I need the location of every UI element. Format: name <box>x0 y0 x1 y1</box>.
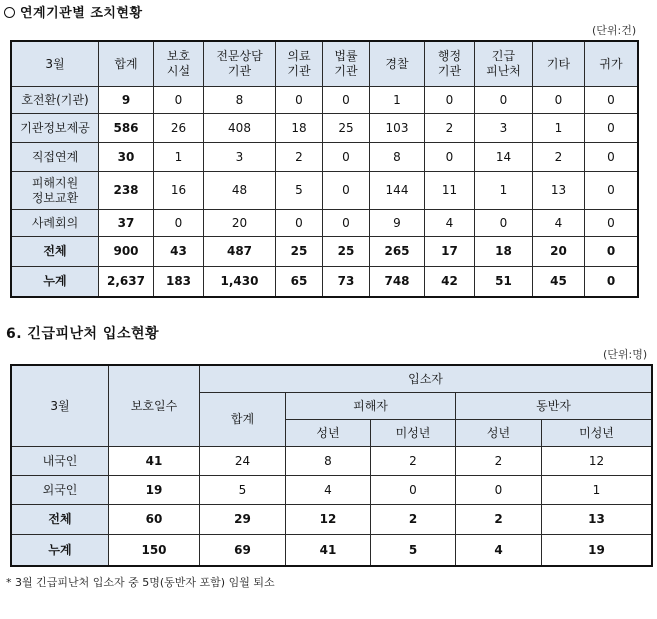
table1-cell: 17 <box>425 237 475 267</box>
section1-title <box>4 2 143 21</box>
table1-cell: 265 <box>370 237 425 267</box>
row-label: 피해지원 정보교환 <box>12 172 99 210</box>
table2-header-cell: 합계 <box>200 393 286 447</box>
section2-title: 6. 긴급피난처 입소현황 <box>6 326 160 342</box>
table1-cell: 0 <box>585 114 638 143</box>
shelter-admission-table <box>11 365 652 566</box>
section1-title-text: 연계기관별 조치현황 <box>20 6 143 21</box>
table1-cell: 73 <box>323 267 370 297</box>
table1-cell: 0 <box>585 172 638 210</box>
table2-header-cell: 보호일수 <box>109 366 200 447</box>
table2-header-cell: 미성년 <box>542 420 652 447</box>
table2-cell: 0 <box>456 476 542 505</box>
table1-cell: 0 <box>475 210 533 237</box>
row-label: 내국인 <box>12 447 109 476</box>
table1-cell: 238 <box>99 172 154 210</box>
table1-cell: 48 <box>204 172 276 210</box>
table2-cell: 2 <box>371 447 456 476</box>
table1-cell: 18 <box>276 114 323 143</box>
table2-header-cell: 동반자 <box>456 393 652 420</box>
row-label: 사례회의 <box>12 210 99 237</box>
table1-cell: 11 <box>425 172 475 210</box>
table1-row <box>12 143 638 172</box>
table1-row <box>12 87 638 114</box>
row-label: 외국인 <box>12 476 109 505</box>
agency-action-table <box>11 41 638 297</box>
table2-cell: 13 <box>542 505 652 535</box>
table2-cell: 19 <box>109 476 200 505</box>
table1-cell: 20 <box>533 237 585 267</box>
table1-cell: 37 <box>99 210 154 237</box>
table2-row <box>12 476 652 505</box>
table1-cell: 144 <box>370 172 425 210</box>
table1-cell: 0 <box>585 143 638 172</box>
table1-cell: 25 <box>323 114 370 143</box>
table2-cell: 1 <box>542 476 652 505</box>
table1-header-cell: 귀가 <box>585 42 638 87</box>
table1-cell: 43 <box>154 237 204 267</box>
row-label: 전체 <box>12 505 109 535</box>
table1-cell: 26 <box>154 114 204 143</box>
table1-cell: 25 <box>323 237 370 267</box>
table1-header-cell: 전문상담 기관 <box>204 42 276 87</box>
table1-cell: 65 <box>276 267 323 297</box>
table1-cell: 8 <box>370 143 425 172</box>
table2-cell: 4 <box>286 476 371 505</box>
table1-cell: 0 <box>154 210 204 237</box>
table1-cell: 586 <box>99 114 154 143</box>
table1-header-cell: 기타 <box>533 42 585 87</box>
table1-cell: 2 <box>425 114 475 143</box>
table1-header-cell: 보호 시설 <box>154 42 204 87</box>
table1-row <box>12 172 638 210</box>
section1-unit: (단위:건) <box>592 24 637 37</box>
table1-cell: 18 <box>475 237 533 267</box>
table1-cell: 2 <box>276 143 323 172</box>
table1-cumulative-row <box>12 267 638 297</box>
table1-cell: 0 <box>585 210 638 237</box>
table1-cell: 9 <box>370 210 425 237</box>
table2-header-cell: 성년 <box>286 420 371 447</box>
table2-cell: 4 <box>456 535 542 566</box>
table1-cell: 0 <box>323 87 370 114</box>
table1-cell: 9 <box>99 87 154 114</box>
table1-cell: 3 <box>475 114 533 143</box>
table2-header-cell: 피해자 <box>286 393 456 420</box>
table1-cell: 487 <box>204 237 276 267</box>
table2-total-row <box>12 505 652 535</box>
table1-row <box>12 210 638 237</box>
row-label: 전체 <box>12 237 99 267</box>
table1-cell: 5 <box>276 172 323 210</box>
table1-total-row <box>12 237 638 267</box>
table1-header-cell: 행정 기관 <box>425 42 475 87</box>
table1-header-cell: 긴급 피난처 <box>475 42 533 87</box>
table1-cell: 51 <box>475 267 533 297</box>
table1-cell: 0 <box>425 143 475 172</box>
circle-bullet-icon <box>4 7 15 18</box>
table1-header-cell: 합계 <box>99 42 154 87</box>
table1-cell: 0 <box>533 87 585 114</box>
table2-cell: 150 <box>109 535 200 566</box>
table1-header-cell: 법률 기관 <box>323 42 370 87</box>
table1-header-row <box>12 42 638 87</box>
table1-cell: 900 <box>99 237 154 267</box>
table1-cell: 14 <box>475 143 533 172</box>
table2-cell: 41 <box>109 447 200 476</box>
table1-cell: 2 <box>533 143 585 172</box>
table2-cell: 69 <box>200 535 286 566</box>
table2-cell: 12 <box>542 447 652 476</box>
table2-cell: 19 <box>542 535 652 566</box>
table1-cell: 3 <box>204 143 276 172</box>
table1-cell: 25 <box>276 237 323 267</box>
table1-cell: 0 <box>154 87 204 114</box>
table2-cumulative-row <box>12 535 652 566</box>
table1-cell: 0 <box>276 87 323 114</box>
table1-header-cell: 3월 <box>12 42 99 87</box>
table1-header-cell: 경찰 <box>370 42 425 87</box>
table1-cell: 0 <box>323 172 370 210</box>
table2-header-row <box>12 366 652 393</box>
table1-cell: 1,430 <box>204 267 276 297</box>
table1-cell: 45 <box>533 267 585 297</box>
table1-cell: 0 <box>585 87 638 114</box>
section2-unit: (단위:명) <box>603 348 648 361</box>
table1-cell: 748 <box>370 267 425 297</box>
table2-cell: 12 <box>286 505 371 535</box>
table1-cell: 0 <box>276 210 323 237</box>
row-label: 누계 <box>12 267 99 297</box>
table1-cell: 2,637 <box>99 267 154 297</box>
table1-cell: 0 <box>585 237 638 267</box>
footnote: * 3월 긴급피난처 입소자 중 5명(동반자 포함) 임월 퇴소 <box>6 576 275 589</box>
table1-cell: 13 <box>533 172 585 210</box>
table1-cell: 408 <box>204 114 276 143</box>
table1-cell: 1 <box>475 172 533 210</box>
table2-row <box>12 447 652 476</box>
table2-cell: 41 <box>286 535 371 566</box>
table1-cell: 42 <box>425 267 475 297</box>
table2-cell: 2 <box>456 505 542 535</box>
table1-cell: 0 <box>585 267 638 297</box>
table1-cell: 4 <box>533 210 585 237</box>
table1-cell: 20 <box>204 210 276 237</box>
table2-cell: 60 <box>109 505 200 535</box>
table2-cell: 2 <box>371 505 456 535</box>
table2-cell: 5 <box>371 535 456 566</box>
table1-cell: 1 <box>154 143 204 172</box>
table2-header-cell: 성년 <box>456 420 542 447</box>
table2-header-cell: 3월 <box>12 366 109 447</box>
row-label: 호전환(기관) <box>12 87 99 114</box>
table1-cell: 103 <box>370 114 425 143</box>
table1-cell: 0 <box>475 87 533 114</box>
table1-cell: 30 <box>99 143 154 172</box>
table2-header-cell: 미성년 <box>371 420 456 447</box>
table1-cell: 8 <box>204 87 276 114</box>
table1-cell: 183 <box>154 267 204 297</box>
table1-row <box>12 114 638 143</box>
table1-cell: 1 <box>370 87 425 114</box>
table2-header-cell: 입소자 <box>200 366 652 393</box>
table1-cell: 16 <box>154 172 204 210</box>
table2-cell: 24 <box>200 447 286 476</box>
row-label: 기관정보제공 <box>12 114 99 143</box>
table2-cell: 8 <box>286 447 371 476</box>
table2-cell: 2 <box>456 447 542 476</box>
table1-header-cell: 의료 기관 <box>276 42 323 87</box>
table1-cell: 0 <box>323 210 370 237</box>
row-label: 직접연계 <box>12 143 99 172</box>
table2-cell: 5 <box>200 476 286 505</box>
table1-cell: 4 <box>425 210 475 237</box>
table2-cell: 29 <box>200 505 286 535</box>
table1-cell: 0 <box>323 143 370 172</box>
row-label: 누계 <box>12 535 109 566</box>
table1-cell: 1 <box>533 114 585 143</box>
table1-cell: 0 <box>425 87 475 114</box>
table2-cell: 0 <box>371 476 456 505</box>
